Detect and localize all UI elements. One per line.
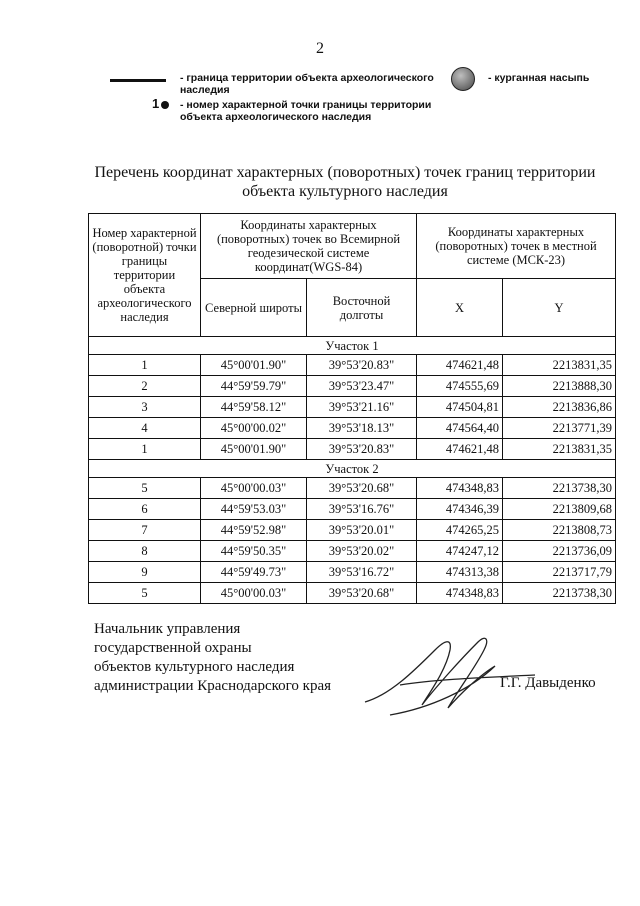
cell-point-number: 1 bbox=[89, 439, 201, 460]
cell-y: 2213717,79 bbox=[503, 562, 616, 583]
cell-x: 474564,40 bbox=[417, 418, 503, 439]
header-msk23: Координаты характерных (поворотных) точек в местной системе (МСК-23) bbox=[417, 214, 616, 279]
cell-longitude: 39°53'16.76" bbox=[307, 499, 417, 520]
legend-boundary-text: - граница территории объекта археологического наследия bbox=[180, 72, 434, 96]
cell-point-number: 9 bbox=[89, 562, 201, 583]
cell-point-number: 1 bbox=[89, 355, 201, 376]
cell-x: 474313,38 bbox=[417, 562, 503, 583]
table-row bbox=[89, 355, 616, 376]
cell-latitude: 45°00'01.90" bbox=[201, 439, 307, 460]
legend-point-text: - номер характерной точки границы территории объекта археологического наследия bbox=[180, 99, 432, 123]
table-row bbox=[89, 562, 616, 583]
boundary-line-symbol bbox=[110, 79, 166, 82]
position-line: Начальник управления bbox=[94, 621, 241, 637]
cell-longitude: 39°53'16.72" bbox=[307, 562, 417, 583]
cell-x: 474555,69 bbox=[417, 376, 503, 397]
signatory-name: Г.Г. Давыденко bbox=[500, 675, 596, 691]
cell-point-number: 2 bbox=[89, 376, 201, 397]
position-line: государственной охраны bbox=[94, 640, 252, 656]
table-row bbox=[89, 439, 616, 460]
cell-point-number: 3 bbox=[89, 397, 201, 418]
cell-latitude: 44°59'49.73" bbox=[201, 562, 307, 583]
cell-longitude: 39°53'20.02" bbox=[307, 541, 417, 562]
table-row bbox=[89, 418, 616, 439]
cell-point-number: 6 bbox=[89, 499, 201, 520]
cell-latitude: 45°00'00.03" bbox=[201, 478, 307, 499]
cell-longitude: 39°53'18.13" bbox=[307, 418, 417, 439]
section-name: Участок 1 bbox=[89, 337, 616, 355]
position-line: объектов культурного наследия bbox=[94, 659, 295, 675]
cell-y: 2213808,73 bbox=[503, 520, 616, 541]
header-east-longitude: Восточной долготы bbox=[307, 279, 417, 337]
cell-x: 474348,83 bbox=[417, 583, 503, 604]
table-row bbox=[89, 478, 616, 499]
table-row bbox=[89, 583, 616, 604]
header-x: X bbox=[417, 279, 503, 337]
cell-x: 474621,48 bbox=[417, 355, 503, 376]
cell-latitude: 44°59'53.03" bbox=[201, 499, 307, 520]
cell-point-number: 5 bbox=[89, 583, 201, 604]
cell-point-number: 5 bbox=[89, 478, 201, 499]
table-row bbox=[89, 376, 616, 397]
cell-point-number: 8 bbox=[89, 541, 201, 562]
cell-point-number: 7 bbox=[89, 520, 201, 541]
cell-latitude: 44°59'59.79" bbox=[201, 376, 307, 397]
cell-y: 2213888,30 bbox=[503, 376, 616, 397]
table-row bbox=[89, 499, 616, 520]
cell-x: 474247,12 bbox=[417, 541, 503, 562]
cell-latitude: 45°00'01.90" bbox=[201, 355, 307, 376]
cell-point-number: 4 bbox=[89, 418, 201, 439]
signatory-position bbox=[94, 620, 331, 696]
header-y: Y bbox=[503, 279, 616, 337]
table-row bbox=[89, 520, 616, 541]
section-header-row bbox=[89, 460, 616, 478]
cell-y: 2213831,35 bbox=[503, 439, 616, 460]
page-number: 2 bbox=[316, 40, 324, 57]
cell-longitude: 39°53'21.16" bbox=[307, 397, 417, 418]
document-title: Перечень координат характерных (поворотных) точек границ территории объекта культурного наследия bbox=[94, 164, 596, 200]
point-dot-icon bbox=[161, 101, 169, 109]
legend-mound-text: - курганная насыпь bbox=[488, 72, 590, 84]
cell-longitude: 39°53'20.68" bbox=[307, 478, 417, 499]
cell-longitude: 39°53'20.83" bbox=[307, 439, 417, 460]
cell-latitude: 45°00'00.02" bbox=[201, 418, 307, 439]
cell-longitude: 39°53'20.01" bbox=[307, 520, 417, 541]
cell-x: 474504,81 bbox=[417, 397, 503, 418]
section-name: Участок 2 bbox=[89, 460, 616, 478]
cell-longitude: 39°53'20.68" bbox=[307, 583, 417, 604]
cell-latitude: 44°59'52.98" bbox=[201, 520, 307, 541]
point-number-sample: 1 bbox=[152, 96, 160, 111]
cell-x: 474621,48 bbox=[417, 439, 503, 460]
header-north-latitude: Северной широты bbox=[201, 279, 307, 337]
cell-y: 2213736,09 bbox=[503, 541, 616, 562]
cell-y: 2213831,35 bbox=[503, 355, 616, 376]
position-line: администрации Краснодарского края bbox=[94, 678, 332, 694]
section-header-row bbox=[89, 337, 616, 355]
cell-longitude: 39°53'20.83" bbox=[307, 355, 417, 376]
cell-y: 2213771,39 bbox=[503, 418, 616, 439]
table-row bbox=[89, 541, 616, 562]
header-wgs84: Координаты характерных (поворотных) точек во Всемирной геодезической системе координат(WGS-84) bbox=[201, 214, 417, 279]
cell-latitude: 44°59'50.35" bbox=[201, 541, 307, 562]
cell-y: 2213738,30 bbox=[503, 478, 616, 499]
cell-x: 474265,25 bbox=[417, 520, 503, 541]
mound-symbol-icon bbox=[451, 67, 475, 91]
cell-longitude: 39°53'23.47" bbox=[307, 376, 417, 397]
cell-y: 2213809,68 bbox=[503, 499, 616, 520]
cell-latitude: 44°59'58.12" bbox=[201, 397, 307, 418]
cell-y: 2213836,86 bbox=[503, 397, 616, 418]
cell-x: 474348,83 bbox=[417, 478, 503, 499]
table-row bbox=[89, 397, 616, 418]
cell-latitude: 45°00'00.03" bbox=[201, 583, 307, 604]
cell-x: 474346,39 bbox=[417, 499, 503, 520]
header-point-number: Номер характерной (поворотной) точки границы территории объекта археологического наследия bbox=[89, 214, 201, 337]
coordinates-table bbox=[88, 213, 616, 604]
cell-y: 2213738,30 bbox=[503, 583, 616, 604]
